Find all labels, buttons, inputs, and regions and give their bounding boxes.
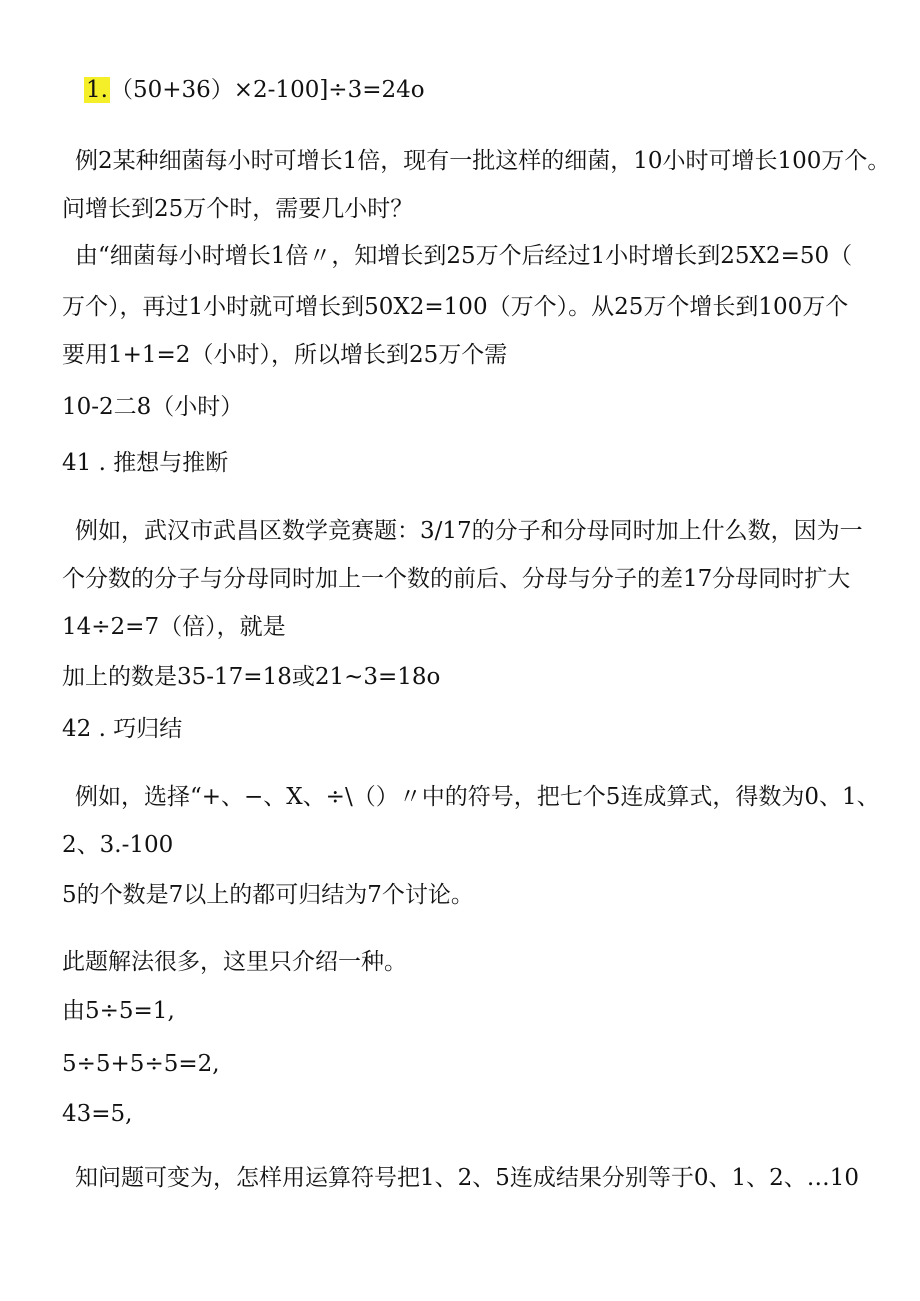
equation-text: （50+36）×2-100]÷3=24o [109, 77, 425, 103]
line-formula-1: 由5÷5=1, [62, 998, 175, 1024]
line-example-2-question-cont: 问增长到25万个时，需要几小时？ [62, 196, 414, 222]
section-heading-41: 41 . 推想与推断 [62, 450, 229, 476]
line-formula-2: 5÷5+5÷5=2, [62, 1051, 220, 1077]
line-solution-3: 要用1+1=2（小时），所以增长到25万个需 [62, 342, 508, 368]
line-solution-2: 万个），再过1小时就可增长到50X2=100（万个）。从25万个增长到100万个 [62, 294, 849, 320]
line-solution-result: 10-2二8（小时） [62, 394, 244, 420]
line-example-2-question: 例2某种细菌每小时可增长1倍，现有一批这样的细菌，10小时可增长100万个。 [75, 148, 891, 174]
line-example-symbols: 例如，选择“+、−、X、÷\（）〃中的符号，把七个5连成算式，得数为0、1、 [75, 784, 880, 810]
line-conclusion: 知问题可变为，怎样用运算符号把1、2、5连成结果分别等于0、1、2、…10 [75, 1165, 860, 1191]
line-solution-1: 由“细菌每小时增长1倍〃，知增长到25万个后经过1小时增长到25X2=50（ [75, 243, 853, 269]
line-formula-3: 43=5, [62, 1101, 133, 1127]
line-count-note: 5的个数是7以上的都可归结为7个讨论。 [62, 882, 474, 908]
line-added-number: 加上的数是35-17=18或21~3=18o [62, 664, 441, 690]
line-equation-1 [84, 75, 425, 105]
line-example-symbols-cont: 2、3.-100 [62, 832, 174, 858]
line-example-competition: 例如，武汉市武昌区数学竞赛题：3/17的分子和分母同时加上什么数，因为一 [75, 518, 863, 544]
highlighted-item-number: 1. [86, 77, 108, 103]
line-example-competition-cont: 个分数的分子与分母同时加上一个数的前后、分母与分子的差17分母同时扩大 [62, 566, 851, 592]
line-multiplier: 14÷2=7（倍），就是 [62, 614, 286, 640]
section-heading-42: 42 . 巧归结 [62, 716, 183, 742]
line-method-note: 此题解法很多，这里只介绍一种。 [62, 949, 407, 975]
